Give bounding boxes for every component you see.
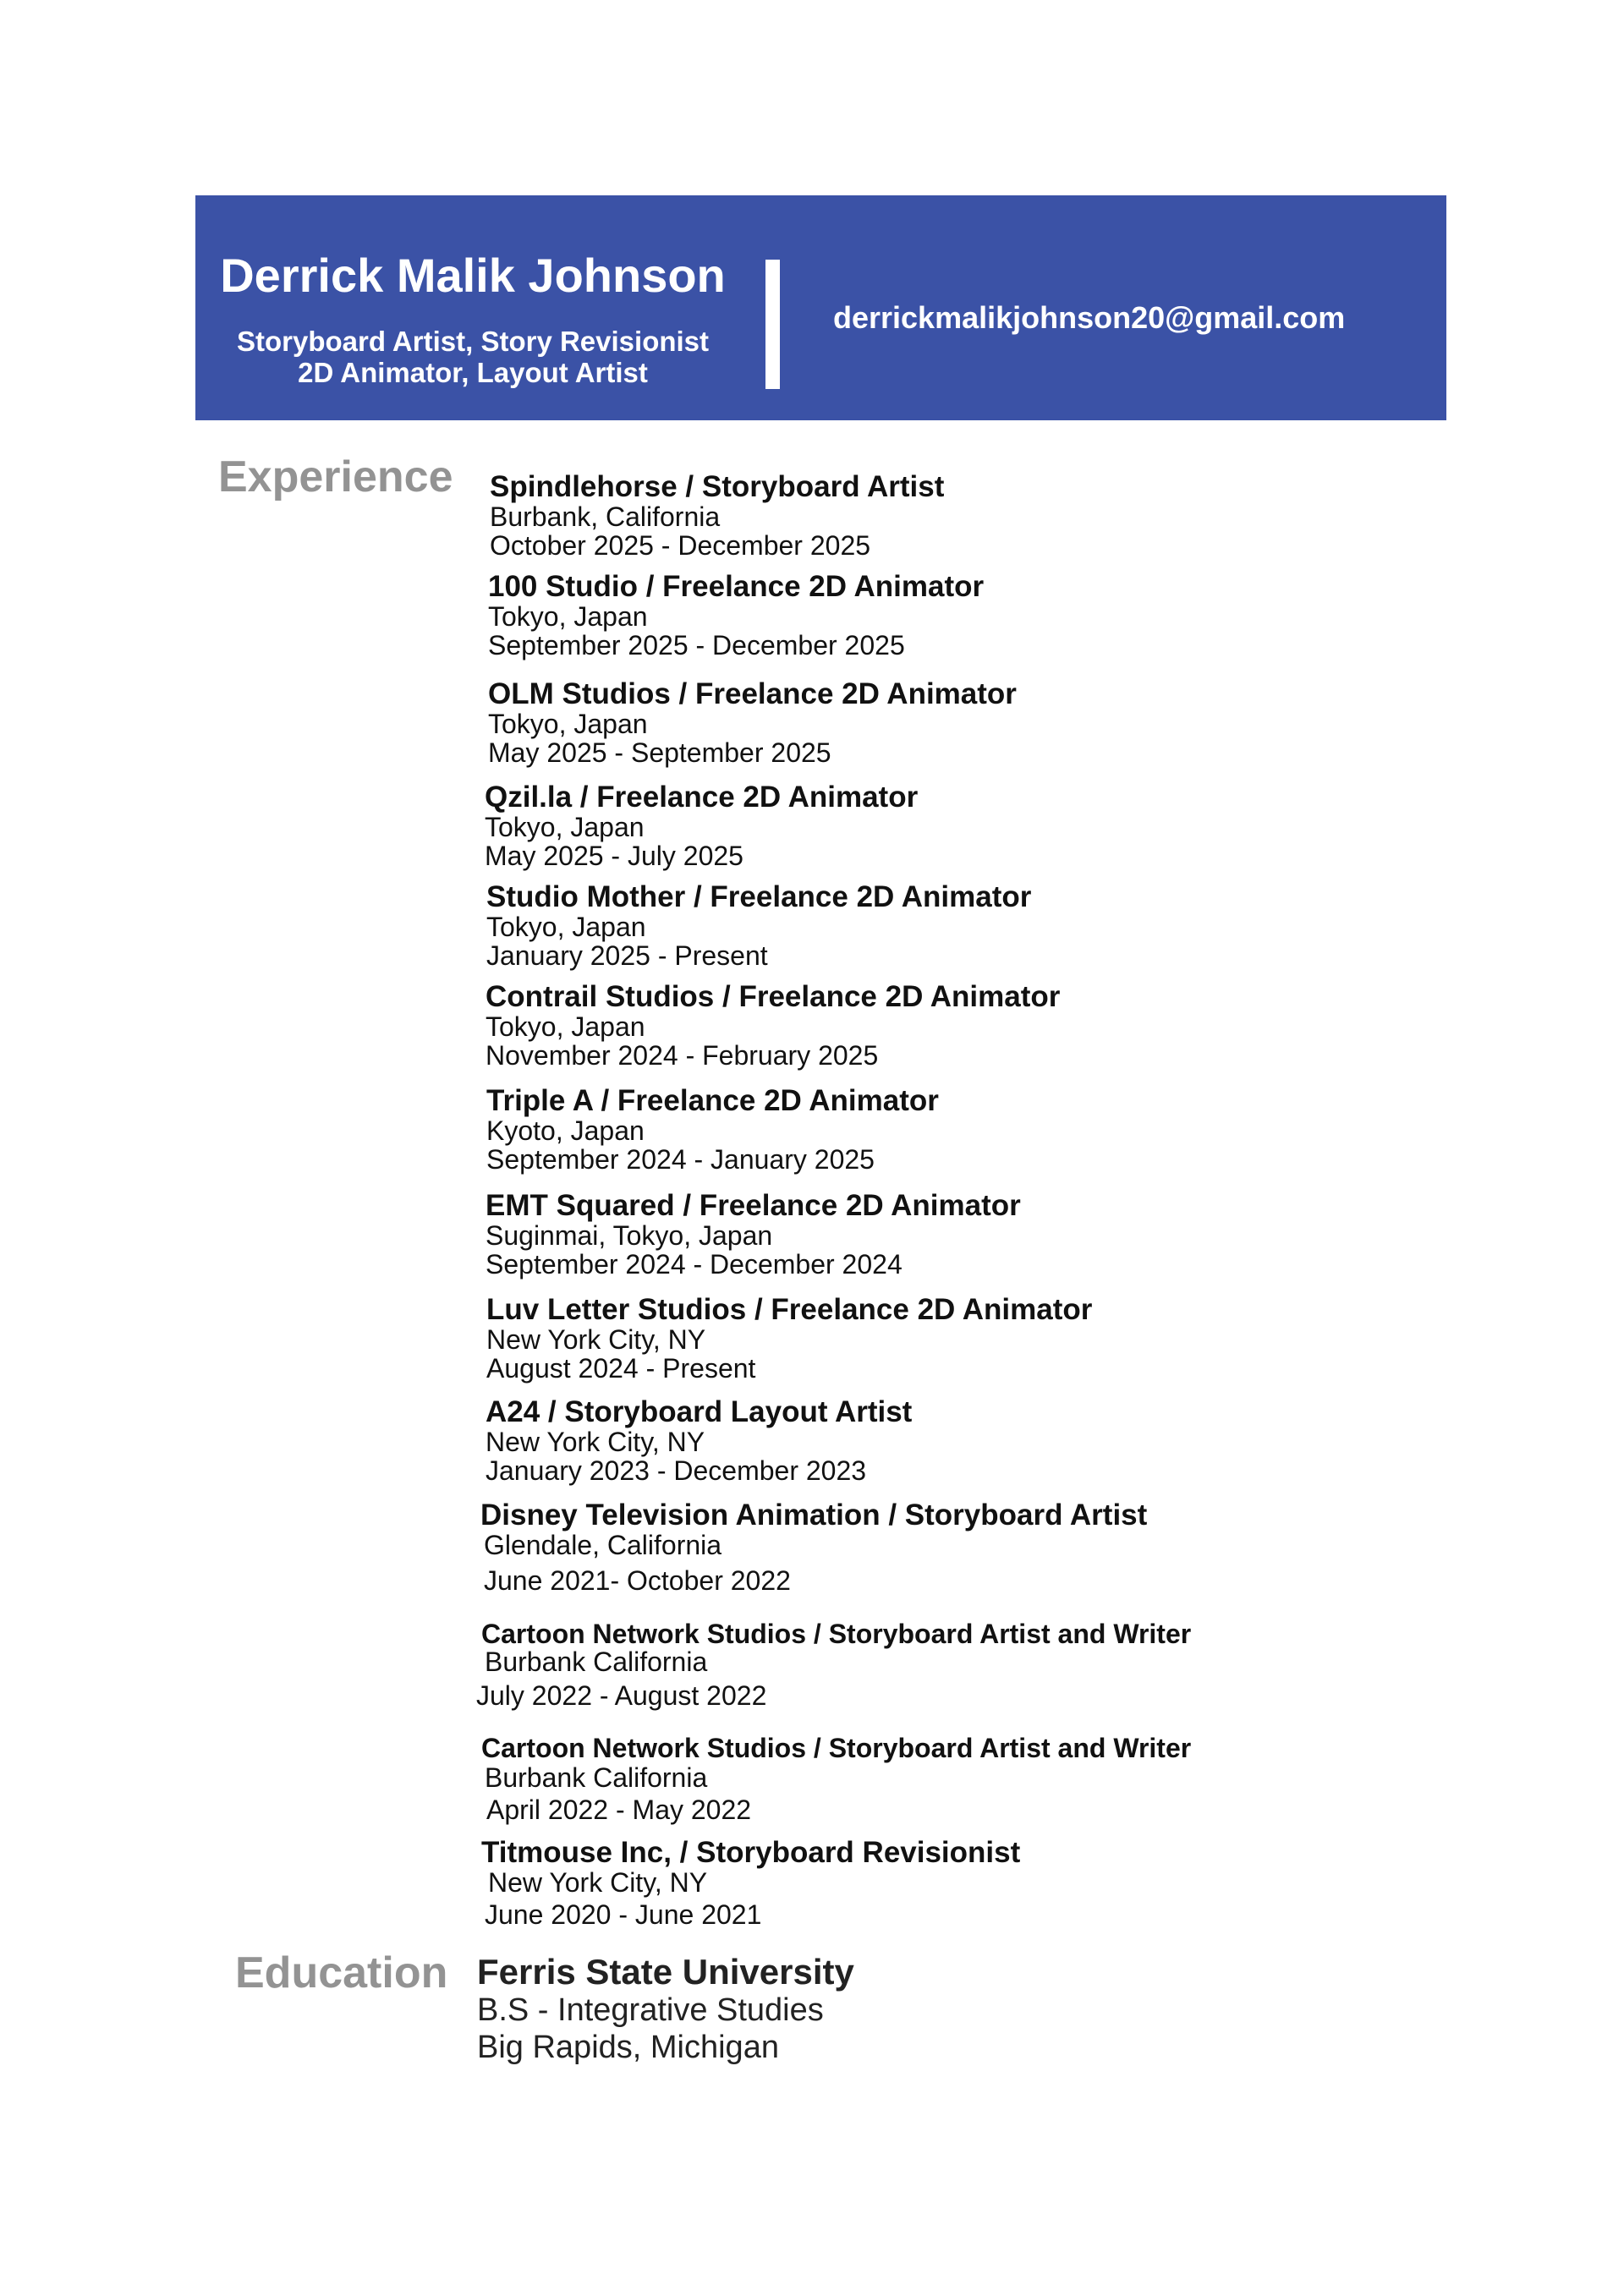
entry-dates: September 2025 - December 2025: [488, 630, 905, 660]
entry-dates: April 2022 - May 2022: [486, 1795, 752, 1825]
experience-entry: [486, 1191, 1331, 1279]
entry-location: Glendale, California: [484, 1530, 722, 1560]
entry-dates: January 2023 - December 2023: [486, 1455, 867, 1486]
experience-entry: [488, 679, 1334, 767]
entry-location: Tokyo, Japan: [485, 812, 645, 842]
entry-title: Contrail Studios / Freelance 2D Animator: [486, 980, 1061, 1013]
experience-entry: [488, 572, 1334, 660]
school-location: Big Rapids, Michigan: [477, 2030, 779, 2065]
entry-title: A24 / Storyboard Layout Artist: [486, 1395, 913, 1428]
entry-title: EMT Squared / Freelance 2D Animator: [486, 1189, 1021, 1222]
entry-location: Tokyo, Japan: [488, 601, 648, 632]
entry-title: Cartoon Network Studios / Storyboard Artist and Writer: [481, 1619, 1192, 1649]
entry-location: Tokyo, Japan: [486, 1011, 645, 1042]
entry-title: Titmouse Inc, / Storyboard Revisionist: [481, 1836, 1021, 1869]
contact-email[interactable]: derrickmalikjohnson20@gmail.com: [833, 300, 1346, 335]
entry-dates: June 2020 - June 2021: [485, 1899, 762, 1930]
experience-entry: [476, 1619, 1327, 1711]
candidate-roles: [211, 326, 735, 388]
experience-entry: [486, 1397, 1331, 1485]
entry-location: Suginmai, Tokyo, Japan: [486, 1220, 773, 1251]
entry-location: New York City, NY: [486, 1427, 705, 1457]
degree: B.S - Integrative Studies: [477, 1992, 824, 2028]
roles-line-1: Storyboard Artist, Story Revisionist: [236, 326, 710, 357]
entry-dates: October 2025 - December 2025: [490, 530, 871, 561]
entry-title: OLM Studios / Freelance 2D Animator: [488, 677, 1017, 710]
experience-heading: Experience: [218, 452, 453, 501]
entry-dates: May 2025 - July 2025: [485, 841, 743, 871]
entry-dates: May 2025 - September 2025: [488, 737, 831, 768]
entry-dates: July 2022 - August 2022: [476, 1680, 767, 1711]
experience-entry: [490, 472, 1336, 560]
entry-dates: August 2024 - Present: [486, 1353, 756, 1384]
education-heading: Education: [235, 1948, 448, 1997]
experience-entry: [486, 982, 1331, 1070]
entry-title: Cartoon Network Studios / Storyboard Artist and Writer: [481, 1733, 1192, 1763]
experience-entry: [485, 782, 1330, 870]
entry-dates: June 2021- October 2022: [484, 1565, 791, 1596]
school-name: Ferris State University: [477, 1952, 854, 1992]
entry-location: Tokyo, Japan: [488, 709, 648, 739]
experience-entry: [481, 1838, 1327, 1929]
resume-header: [195, 195, 1446, 420]
entry-title: 100 Studio / Freelance 2D Animator: [488, 570, 985, 603]
entry-dates: January 2025 - Present: [486, 940, 768, 971]
experience-entry: [481, 1733, 1327, 1824]
entry-title: Spindlehorse / Storyboard Artist: [490, 470, 945, 503]
entry-location: Burbank California: [485, 1647, 708, 1677]
candidate-name: Derrick Malik Johnson: [220, 249, 726, 302]
experience-entry: [486, 1086, 1332, 1174]
header-divider: [765, 260, 780, 389]
entry-location: Tokyo, Japan: [486, 912, 646, 942]
roles-line-2: 2D Animator, Layout Artist: [298, 357, 648, 388]
experience-entry: [486, 882, 1332, 970]
entry-dates: September 2024 - December 2024: [486, 1249, 903, 1280]
entry-location: New York City, NY: [486, 1324, 706, 1355]
entry-dates: November 2024 - February 2025: [486, 1040, 879, 1071]
entry-location: Kyoto, Japan: [486, 1115, 645, 1146]
experience-entry: [480, 1500, 1326, 1595]
experience-entry: [486, 1295, 1332, 1383]
entry-location: Burbank California: [485, 1762, 708, 1793]
entry-dates: September 2024 - January 2025: [486, 1144, 875, 1175]
entry-location: Burbank, California: [490, 501, 721, 532]
entry-location: New York City, NY: [488, 1867, 708, 1898]
entry-title: Triple A / Freelance 2D Animator: [486, 1084, 939, 1117]
entry-title: Studio Mother / Freelance 2D Animator: [486, 880, 1032, 913]
education-entry: [477, 1953, 854, 2066]
entry-title: Luv Letter Studios / Freelance 2D Animator: [486, 1293, 1093, 1326]
entry-title: Qzil.la / Freelance 2D Animator: [485, 781, 919, 814]
entry-title: Disney Television Animation / Storyboard Artist: [480, 1499, 1148, 1532]
